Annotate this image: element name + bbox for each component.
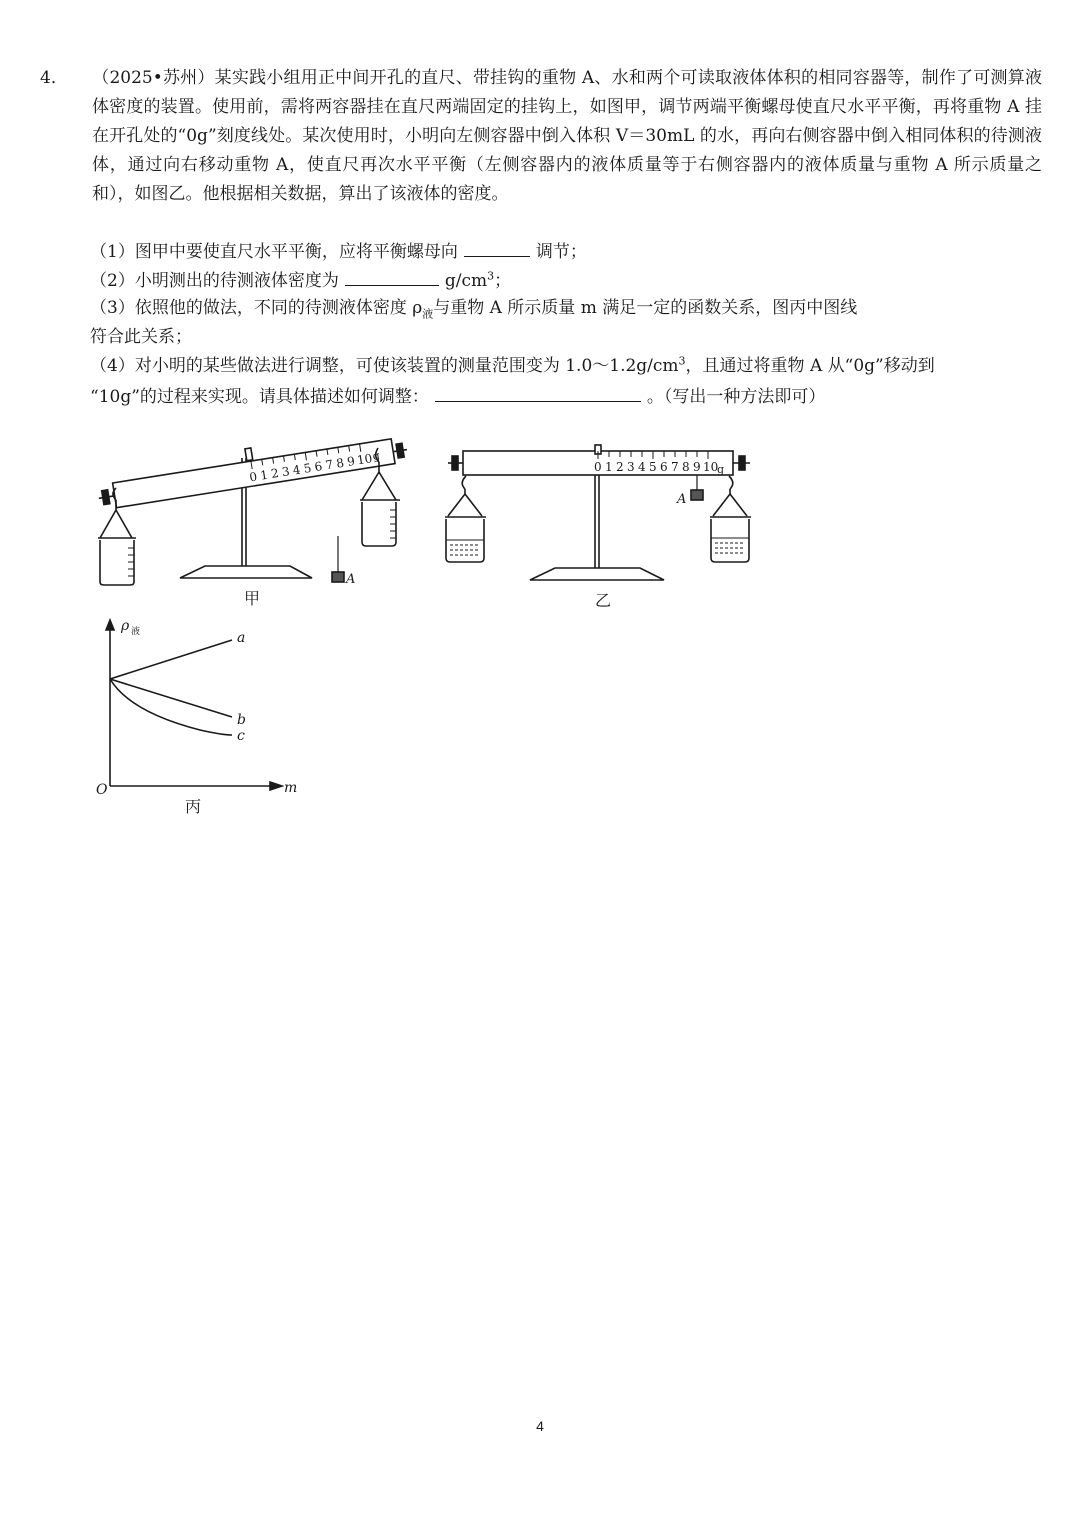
yi-tick-unit: g (717, 463, 725, 476)
jia-tick-0: 0 (248, 469, 259, 485)
jia-tick-1: 1 (259, 467, 269, 483)
bing-curve-c (110, 679, 232, 735)
bing-x-label: m (284, 780, 298, 796)
question-number: 4． (40, 68, 68, 88)
jia-tick-2: 2 (270, 465, 280, 481)
yi-tick-6: 6 (660, 460, 668, 474)
jia-tick-9: 9 (346, 453, 356, 469)
yi-caption: 乙 (595, 591, 612, 610)
yi-tick-5: 5 (649, 460, 657, 474)
jia-tick-7: 7 (324, 457, 335, 473)
part-4-line2-suffix: 。（写出一种方法即可） (646, 387, 826, 407)
bing-caption: 丙 (185, 797, 202, 816)
jia-tick-unit: g (371, 448, 381, 463)
jia-tick-4: 4 (291, 462, 302, 478)
part-2-unit-sup: 3 (487, 269, 495, 283)
yi-tick-7: 7 (671, 460, 679, 474)
yi-tick-10: 10 (703, 460, 719, 474)
bing-label-b: b (237, 712, 246, 728)
part-3-line2-text: 符合此关系； (90, 327, 192, 347)
yi-weight-label: A (677, 492, 687, 507)
figure-yi (445, 445, 751, 610)
question-stem-text: （2025•苏州）某实践小组用正中间开孔的直尺、带挂钩的重物 A、水和两个可读取液体体积的相同容器等，制作了可测算液体密度的装置。使用前，需将两容器挂在直尺两端固定的挂钩上，如图甲，调节两端平衡螺母使直尺水平平衡，再将重物 A 挂在开孔处的“0g”刻度线处。某次使用时，小明向左侧容器中倒入体积 V＝30mL 的水，再向右侧容器中倒入相同体积的待测液体，通过向右移动重物 A，使直尺再次水平平衡（左侧容器内的液体质量等于右侧容器内的液体质量与重物 A 所示质量之和），如图乙。他根据相关数据，算出了该液体的密度。 (92, 68, 1042, 204)
bing-label-a: a (237, 630, 246, 646)
part-3-suffix: 与重物 A 所示质量 m 满足一定的函数关系，图丙中图线 (433, 298, 858, 318)
part-4-prefix: （4）对小明的某些做法进行调整，可使该装置的测量范围变为 1.0～1.2g/cm (90, 356, 679, 376)
yi-tick-2: 2 (616, 460, 624, 474)
yi-tick-1: 1 (605, 460, 613, 474)
bing-y-label-sub: 液 (131, 627, 141, 637)
yi-stand-base (530, 568, 664, 580)
jia-weight-a (332, 572, 344, 582)
yi-tick-3: 3 (627, 460, 635, 474)
part-2-unit: g/cm (444, 271, 488, 291)
jia-weight-label: A (346, 572, 356, 587)
yi-right-hook (729, 476, 733, 489)
part-1-suffix: 调节； (535, 242, 587, 262)
figure-bing (96, 618, 297, 816)
jia-stand-base (180, 566, 312, 578)
jia-tick-6: 6 (313, 459, 324, 475)
part-4-line2-prefix: “10g”的过程来实现。请具体描述如何调整： (90, 387, 429, 407)
part-3-prefix: （3）依照他的做法，不同的待测液体密度 ρ (90, 298, 423, 318)
part-4-sup: 3 (678, 354, 686, 368)
jia-tick-3: 3 (280, 464, 291, 480)
figure-jia (95, 424, 409, 608)
jia-tick-5: 5 (302, 460, 313, 476)
jia-tick-10: 10 (356, 451, 374, 468)
bing-curve-a (110, 640, 232, 679)
yi-tick-0: 0 (594, 460, 602, 474)
part-2-prefix: （2）小明测出的待测液体密度为 (90, 271, 339, 291)
part-2-end: ； (494, 271, 512, 291)
part-4-mid: ，且通过将重物 A 从“0g”移动到 (685, 356, 935, 376)
part-1-prefix: （1）图甲中要使直尺水平平衡，应将平衡螺母向 (90, 242, 458, 262)
jia-tick-8: 8 (335, 455, 346, 471)
yi-weight-a (691, 490, 703, 500)
bing-y-label: ρ (121, 618, 130, 634)
jia-ruler (95, 424, 409, 510)
bing-label-c: c (237, 728, 245, 744)
yi-right-beaker (711, 519, 749, 562)
bing-origin: O (96, 782, 108, 798)
yi-tick-4: 4 (638, 460, 646, 474)
page-number: 4 (536, 1418, 544, 1434)
yi-tick-8: 8 (682, 460, 690, 474)
yi-tick-9: 9 (693, 460, 701, 474)
jia-caption: 甲 (244, 589, 261, 608)
part-3-sub: 液 (422, 307, 434, 321)
yi-left-hook (462, 476, 466, 489)
